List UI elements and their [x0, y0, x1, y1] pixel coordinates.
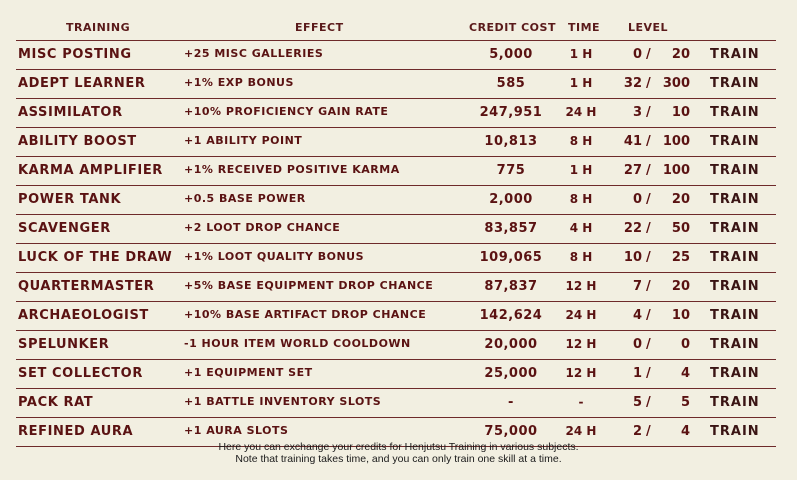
training-time: 12 H [565, 366, 597, 380]
training-effect: +10% BASE ARTIFACT DROP CHANCE [184, 308, 427, 321]
training-time: 1 H [569, 163, 593, 177]
training-name: SCAVENGER [18, 221, 111, 236]
table-row [16, 41, 776, 70]
train-button[interactable]: TRAIN [710, 279, 760, 294]
train-button[interactable]: TRAIN [710, 47, 760, 62]
train-button[interactable]: TRAIN [710, 337, 760, 352]
level-current: 22 [623, 221, 642, 236]
level-max: 0 [680, 337, 690, 352]
training-effect: +1 EQUIPMENT SET [184, 366, 313, 379]
level-max: 4 [680, 424, 690, 439]
level-current: 27 [623, 163, 642, 178]
training-time: 12 H [565, 337, 597, 351]
credit-cost: 585 [496, 76, 526, 91]
train-button[interactable]: TRAIN [710, 395, 760, 410]
training-effect: +1% RECEIVED POSITIVE KARMA [184, 163, 400, 176]
header-level: LEVEL [628, 21, 669, 34]
training-effect: +1% LOOT QUALITY BONUS [184, 250, 365, 263]
credit-cost: 247,951 [479, 105, 543, 120]
credit-cost: 20,000 [484, 337, 538, 352]
level-separator: / [646, 279, 651, 294]
table-row [16, 128, 776, 157]
table-row [16, 360, 776, 389]
level-separator: / [646, 192, 651, 207]
training-effect: +5% BASE EQUIPMENT DROP CHANCE [184, 279, 434, 292]
credit-cost: 109,065 [479, 250, 543, 265]
level-max: 5 [680, 395, 690, 410]
training-name: ABILITY BOOST [18, 134, 137, 149]
training-name: ADEPT LEARNER [18, 76, 146, 91]
credit-cost: 775 [496, 163, 526, 178]
training-time: 8 H [569, 134, 593, 148]
training-name: SET COLLECTOR [18, 366, 143, 381]
training-name: QUARTERMASTER [18, 279, 155, 294]
training-time: 24 H [565, 308, 597, 322]
credit-cost: 2,000 [489, 192, 533, 207]
table-row [16, 215, 776, 244]
level-separator: / [646, 105, 651, 120]
footer-line-1: Here you can exchange your credits for Henjutsu Training in various subjects. [218, 441, 579, 453]
level-current: 0 [632, 337, 642, 352]
credit-cost: 83,857 [484, 221, 538, 236]
level-separator: / [646, 47, 651, 62]
header-effect: EFFECT [295, 21, 344, 34]
table-body [16, 41, 776, 447]
level-separator: / [646, 395, 651, 410]
training-time: - [578, 395, 584, 409]
training-name: MISC POSTING [18, 47, 132, 62]
training-effect: +2 LOOT DROP CHANCE [184, 221, 341, 234]
level-max: 50 [671, 221, 690, 236]
level-max: 25 [671, 250, 690, 265]
credit-cost: 75,000 [484, 424, 538, 439]
level-current: 2 [632, 424, 642, 439]
training-name: ASSIMILATOR [18, 105, 123, 120]
table-header [16, 18, 776, 41]
training-time: 1 H [569, 76, 593, 90]
level-separator: / [646, 308, 651, 323]
table-row [16, 244, 776, 273]
train-button[interactable]: TRAIN [710, 366, 760, 381]
level-separator: / [646, 337, 651, 352]
credit-cost: 87,837 [484, 279, 538, 294]
training-time: 4 H [569, 221, 593, 235]
training-effect: +1% EXP BONUS [184, 76, 294, 89]
training-name: ARCHAEOLOGIST [18, 308, 149, 323]
level-max: 100 [662, 134, 690, 149]
level-current: 1 [632, 366, 642, 381]
table-row [16, 99, 776, 128]
header-training: TRAINING [66, 21, 131, 34]
train-button[interactable]: TRAIN [710, 308, 760, 323]
credit-cost: 5,000 [489, 47, 533, 62]
level-current: 7 [632, 279, 642, 294]
training-name: LUCK OF THE DRAW [18, 250, 173, 265]
table-row [16, 389, 776, 418]
level-separator: / [646, 250, 651, 265]
level-current: 5 [632, 395, 642, 410]
training-time: 8 H [569, 192, 593, 206]
level-max: 4 [680, 366, 690, 381]
training-name: SPELUNKER [18, 337, 110, 352]
credit-cost: 142,624 [479, 308, 543, 323]
table-row [16, 157, 776, 186]
level-max: 10 [671, 105, 690, 120]
credit-cost: 10,813 [484, 134, 538, 149]
table-row [16, 273, 776, 302]
footer-note [0, 441, 797, 465]
training-time: 24 H [565, 105, 597, 119]
level-current: 32 [623, 76, 642, 91]
table-row [16, 331, 776, 360]
header-credit-cost: CREDIT COST [469, 21, 556, 34]
credit-cost: 25,000 [484, 366, 538, 381]
training-effect: +1 BATTLE INVENTORY SLOTS [184, 395, 382, 408]
credit-cost: - [508, 395, 514, 410]
level-separator: / [646, 221, 651, 236]
level-separator: / [646, 163, 651, 178]
level-current: 41 [623, 134, 642, 149]
header-time: TIME [568, 21, 601, 34]
training-effect: +25 MISC GALLERIES [184, 47, 324, 60]
train-button[interactable]: TRAIN [710, 424, 760, 439]
level-current: 10 [623, 250, 642, 265]
level-separator: / [646, 424, 651, 439]
train-button[interactable]: TRAIN [710, 221, 760, 236]
level-current: 0 [632, 192, 642, 207]
training-effect: +1 ABILITY POINT [184, 134, 303, 147]
level-max: 20 [671, 47, 690, 62]
training-name: PACK RAT [18, 395, 94, 410]
table-row [16, 302, 776, 331]
train-button[interactable]: TRAIN [710, 250, 760, 265]
table-row [16, 186, 776, 215]
level-max: 20 [671, 279, 690, 294]
table-row [16, 70, 776, 99]
train-button[interactable]: TRAIN [710, 76, 760, 91]
level-separator: / [646, 76, 651, 91]
level-separator: / [646, 134, 651, 149]
training-effect: +0.5 BASE POWER [184, 192, 306, 205]
level-max: 10 [671, 308, 690, 323]
footer-line-2: Note that training takes time, and you can only train one skill at a time. [235, 453, 562, 465]
training-effect: -1 HOUR ITEM WORLD COOLDOWN [184, 337, 411, 350]
train-button[interactable]: TRAIN [710, 163, 760, 178]
training-time: 12 H [565, 279, 597, 293]
training-name: REFINED AURA [18, 424, 134, 439]
level-current: 0 [632, 47, 642, 62]
level-max: 20 [671, 192, 690, 207]
training-time: 8 H [569, 250, 593, 264]
level-max: 300 [662, 76, 690, 91]
train-button[interactable]: TRAIN [710, 192, 760, 207]
training-time: 1 H [569, 47, 593, 61]
level-current: 3 [632, 105, 642, 120]
training-name: POWER TANK [18, 192, 122, 207]
level-separator: / [646, 366, 651, 381]
training-time: 24 H [565, 424, 597, 438]
training-effect: +10% PROFICIENCY GAIN RATE [184, 105, 389, 118]
training-table [16, 18, 776, 447]
train-button[interactable]: TRAIN [710, 134, 760, 149]
train-button[interactable]: TRAIN [710, 105, 760, 120]
level-current: 4 [632, 308, 642, 323]
training-effect: +1 AURA SLOTS [184, 424, 289, 437]
level-max: 100 [662, 163, 690, 178]
training-name: KARMA AMPLIFIER [18, 163, 163, 178]
